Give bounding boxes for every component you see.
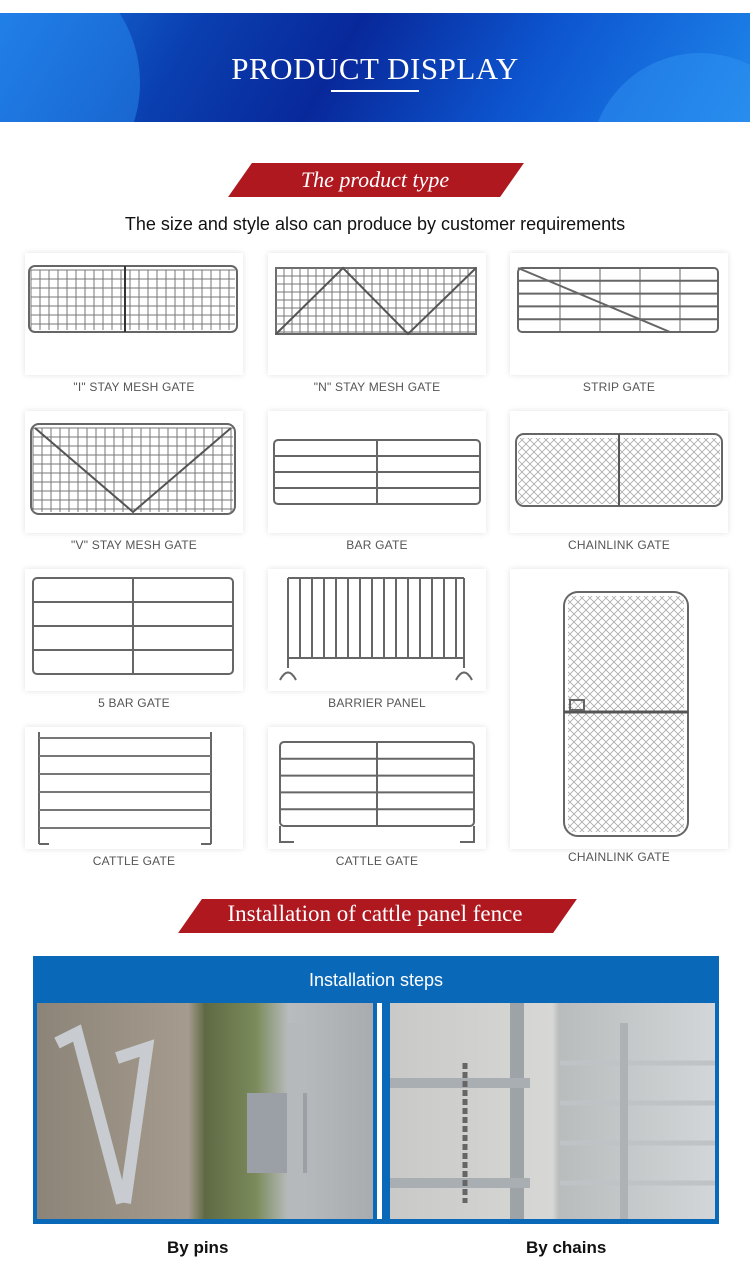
page-title: PRODUCT DISPLAY [231,51,519,86]
product-label: STRIP GATE [582,380,656,394]
chains-photo [390,1003,715,1219]
product-label: "V" STAY MESH GATE [71,538,197,552]
product-card [510,569,728,864]
product-card [268,411,486,552]
product-label: CHAINLINK GATE [568,850,670,864]
product-image [268,727,486,849]
section-subtitle: The size and style also can produce by customer requirements [124,214,626,234]
product-image [268,569,486,691]
product-image [25,727,243,849]
installation-steps-title: Installation steps [308,970,444,990]
caption-by-pins: By pins [167,1238,229,1257]
product-image [268,253,486,375]
title-underline [331,90,419,92]
product-image [25,411,243,533]
product-card [25,411,243,552]
product-label: CHAINLINK GATE [568,538,670,552]
product-card [510,411,728,552]
product-card [510,253,728,394]
product-image [268,411,486,533]
product-image [510,253,728,375]
product-label: "N" STAY MESH GATE [313,380,441,394]
product-label: BAR GATE [346,538,408,552]
pins-photo [37,1003,373,1219]
product-card [25,253,243,394]
product-label: BARRIER PANEL [328,696,426,710]
product-image [510,569,728,849]
section-title-installation: Installation of cattle panel fence [227,901,523,926]
product-card [268,569,486,710]
header-banner [0,13,750,122]
product-label: CATTLE GATE [335,854,419,868]
product-card [25,569,243,710]
product-label: CATTLE GATE [92,854,176,868]
product-image [25,253,243,375]
product-card [25,727,243,868]
installation-steps-box [33,956,719,1224]
product-label: "I" STAY MESH GATE [73,380,195,394]
caption-by-chains: By chains [526,1238,607,1257]
product-card [268,727,486,868]
product-image [510,411,728,533]
product-image [25,569,243,691]
section-title: The product type [300,167,450,192]
product-label: 5 BAR GATE [98,696,170,710]
product-card [268,253,486,394]
